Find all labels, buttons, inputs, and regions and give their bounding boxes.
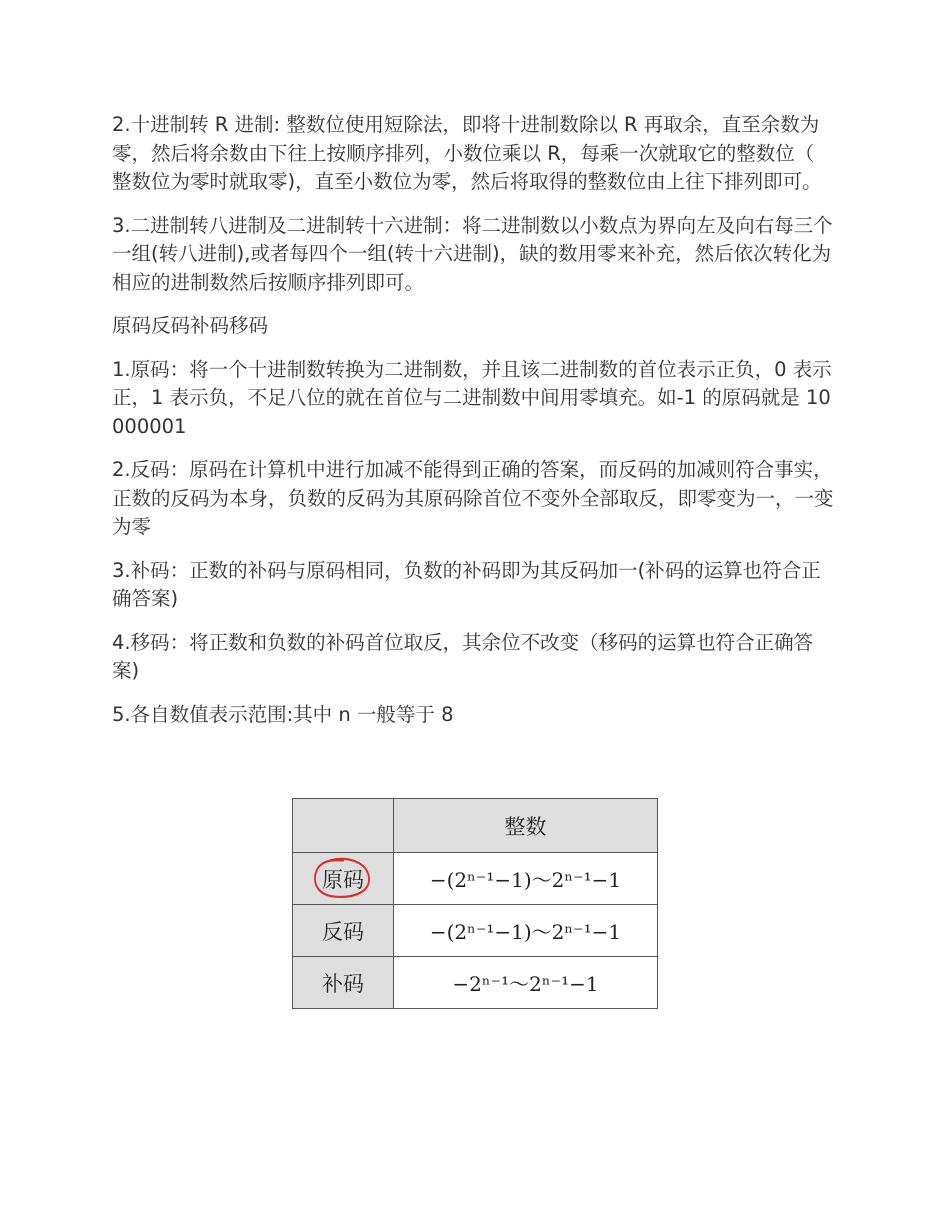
paragraph-offset-binary: 4.移码：将正数和负数的补码首位取反，其余位不改变（移码的运算也符合正确答案) xyxy=(112,630,814,682)
row-label-ones-complement: 反码 xyxy=(293,905,394,957)
circled-label: 原码 xyxy=(318,862,368,896)
paragraph-value-range: 5.各自数值表示范围:其中 n 一般等于 8 xyxy=(112,702,454,726)
section-heading-codes: 原码反码补码移码 xyxy=(112,314,269,337)
row-label-twos-complement: 补码 xyxy=(293,957,394,1009)
paragraph-twos-complement: 3.补码：正数的补码与原码相同，负数的补码即为其反码加一(补码的运算也符合正确答案) xyxy=(112,558,821,610)
value-range-table xyxy=(292,798,658,1009)
paragraph-sign-magnitude: 1.原码：将一个十进制数转换为二进制数，并且该二进制数的首位表示正负，0 表示正，1 表示负，不足八位的就在首位与二进制数中间用零填充。如-1 的原码就是 10000001 xyxy=(112,357,832,438)
table-header-integer: 整数 xyxy=(394,799,658,853)
table-row xyxy=(293,905,658,957)
row-value-ones-complement: −(2ⁿ⁻¹−1)～2ⁿ⁻¹−1 xyxy=(394,905,658,957)
table-corner-cell xyxy=(293,799,394,853)
row-label-sign-magnitude xyxy=(293,853,394,905)
table-header-row xyxy=(293,799,658,853)
paragraph-binary-to-octal-hex: 3.二进制转八进制及二进制转十六进制：将二进制数以小数点为界向左及向右每三个一组(转八进制),或者每四个一组(转十六进制)，缺的数用零来补充，然后依次转化为相应的进制数然后按顺序排列即可。 xyxy=(112,213,833,294)
row-value-sign-magnitude: −(2ⁿ⁻¹−1)～2ⁿ⁻¹−1 xyxy=(394,853,658,905)
document-body xyxy=(112,111,838,744)
paragraph-decimal-to-r: 2.十进制转 R 进制: 整数位使用短除法，即将十进制数除以 R 再取余，直至余数为零，然后将余数由下往上按顺序排列，小数位乘以 R，每乘一次就取它的整数位（ 整数位为零时就取零)，直至小数位为零，然后将取得的整数位由上往下排列即可。 xyxy=(112,113,822,193)
paragraph-ones-complement: 2.反码：原码在计算机中进行加减不能得到正确的答案，而反码的加减则符合事实，正数的反码为本身，负数的反码为其原码除首位不变外全部取反，即零变为一，一变为零 xyxy=(112,458,834,538)
table-row xyxy=(293,853,658,905)
table-row xyxy=(293,957,658,1009)
row-value-twos-complement: −2ⁿ⁻¹～2ⁿ⁻¹−1 xyxy=(394,957,658,1009)
